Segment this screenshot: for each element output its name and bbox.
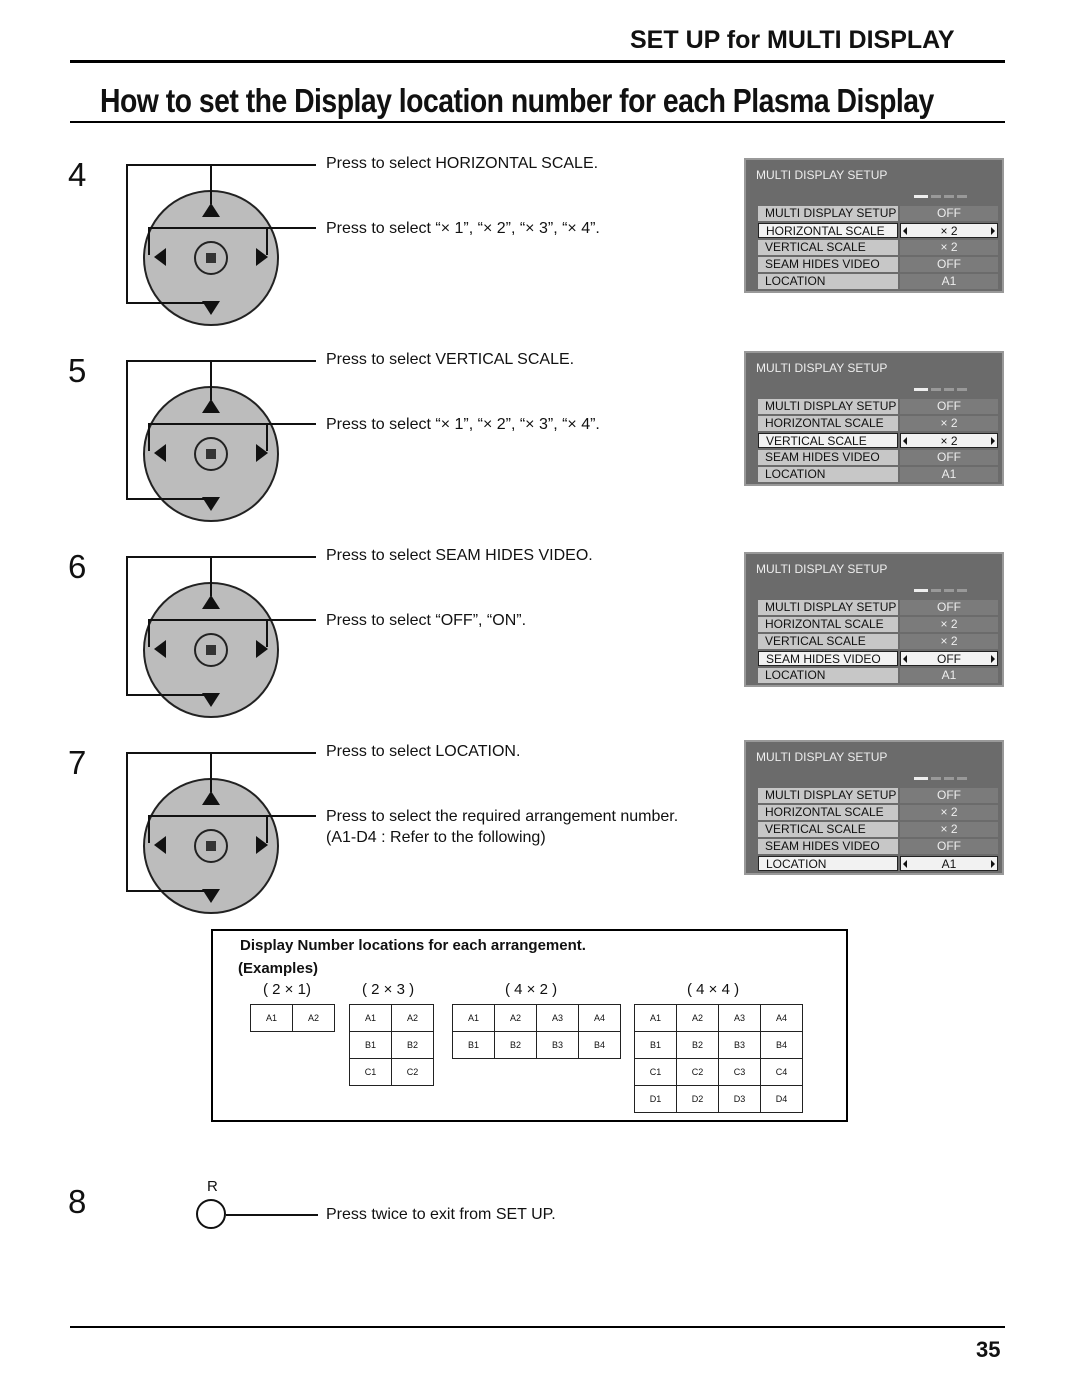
right-arrow-icon [991,437,995,445]
leader-line [148,423,316,425]
instruction-text: Press to select VERTICAL SCALE. [326,351,575,368]
leader-line [126,752,316,754]
up-arrow-icon [202,399,220,413]
table-row: D1 D2 D3 D4 [635,1086,803,1113]
left-arrow-icon [903,860,907,868]
up-arrow-icon [202,203,220,217]
location-grid-4x4 [634,1004,803,1113]
leader-line [266,423,268,451]
osd-position-indicator [914,388,969,392]
table-row: A1 A2 [350,1005,434,1032]
leader-line [210,360,212,400]
grid-label: ( 4 × 4 ) [687,981,740,998]
table-row: C1 C2 C3 C4 [635,1059,803,1086]
table-row: A1 A2 A3 A4 [635,1005,803,1032]
leader-line [210,752,212,792]
step-number: 8 [68,1183,87,1220]
page-number: 35 [976,1337,1001,1362]
left-arrow-icon [903,437,907,445]
instruction-text: Press to select “× 1”, “× 2”, “× 3”, “× 4”. [326,416,600,433]
leader-line [148,619,150,647]
table-row: B1 B2 B3 B4 [635,1032,803,1059]
leader-line [148,815,150,843]
square-icon [206,645,216,655]
osd-menu: MULTI DISPLAY SETUP MULTI DISPLAY SETUP OFF HORIZONTAL SCALE × 2 VERTICAL SCALE × 2 SEAM HIDES VIDEO OFF LOCATION A1 [744,158,1004,293]
step-number: 6 [68,548,87,585]
grid-label: ( 4 × 2 ) [505,981,558,998]
osd-menu: MULTI DISPLAY SETUP MULTI DISPLAY SETUP OFF HORIZONTAL SCALE × 2 VERTICAL SCALE × 2 SEAM HIDES VIDEO OFF LOCATION A1 [744,740,1004,875]
leader-line [126,360,128,500]
table-row: A1 A2 A3 A4 [453,1005,621,1032]
up-arrow-icon [202,791,220,805]
right-arrow-icon [991,655,995,663]
leader-line [148,423,150,451]
step-number: 4 [68,156,87,193]
leader-line [148,227,150,255]
header-rule [70,60,1005,63]
remote-diagram [126,748,416,908]
leader-line [148,619,316,621]
leader-line [126,556,316,558]
right-arrow-icon [991,227,995,235]
square-icon [206,253,216,263]
grid-label: ( 2 × 1) [263,981,311,998]
osd-position-indicator [914,195,969,199]
step-number: 5 [68,352,87,389]
osd-menu: MULTI DISPLAY SETUP MULTI DISPLAY SETUP OFF HORIZONTAL SCALE × 2 VERTICAL SCALE × 2 SEAM HIDES VIDEO OFF LOCATION A1 [744,552,1004,687]
osd-position-indicator [914,777,969,781]
leader-line [266,619,268,647]
examples-box [211,929,848,1122]
leader-line [210,556,212,596]
leader-line [126,498,206,500]
leader-line [126,890,206,892]
remote-diagram [126,356,416,516]
instruction-text: Press to select “OFF”, “ON”. [326,612,527,629]
square-icon [206,841,216,851]
table-row: B1 B2 [350,1032,434,1059]
grid-label: ( 2 × 3 ) [362,981,415,998]
instruction-text: Press to select the required arrangement number. [326,808,679,825]
leader-line [210,164,212,204]
leader-line [126,302,206,304]
remote-diagram [126,160,416,320]
osd-title: MULTI DISPLAY SETUP [756,168,888,182]
leader-line [148,815,316,817]
leader-line [126,164,128,304]
r-button-icon [196,1199,226,1229]
instruction-text: Press to select LOCATION. [326,743,521,760]
location-grid-2x1 [250,1004,335,1032]
r-button-label: R [207,1178,218,1195]
leader-line [226,1214,318,1216]
table-row: A1 A2 [251,1005,335,1032]
left-arrow-icon [903,655,907,663]
left-arrow-icon [154,836,166,854]
leader-line [126,164,316,166]
instruction-text: Press twice to exit from SET UP. [326,1206,556,1223]
location-grid-2x3 [349,1004,434,1086]
remote-diagram [126,552,416,712]
left-arrow-icon [154,640,166,658]
step-number: 7 [68,744,87,781]
right-arrow-icon [991,860,995,868]
footer-rule [70,1326,1005,1328]
square-icon [206,449,216,459]
examples-subtitle: (Examples) [238,960,319,977]
left-arrow-icon [154,444,166,462]
up-arrow-icon [202,595,220,609]
instruction-text: Press to select “× 1”, “× 2”, “× 3”, “× 4”. [326,220,600,237]
left-arrow-icon [903,227,907,235]
leader-line [148,227,316,229]
title-rule [70,121,1005,123]
leader-line [126,360,316,362]
instruction-text: (A1-D4 : Refer to the following) [326,829,546,846]
instruction-text: Press to select HORIZONTAL SCALE. [326,155,599,172]
osd-title: MULTI DISPLAY SETUP [756,562,888,576]
section-header: SET UP for MULTI DISPLAY [630,26,955,54]
left-arrow-icon [154,248,166,266]
leader-line [126,752,128,892]
leader-line [126,556,128,696]
leader-line [126,694,206,696]
location-grid-4x2 [452,1004,621,1059]
leader-line [266,815,268,843]
osd-title: MULTI DISPLAY SETUP [756,361,888,375]
table-row: B1 B2 B3 B4 [453,1032,621,1059]
osd-position-indicator [914,589,969,593]
instruction-text: Press to select SEAM HIDES VIDEO. [326,547,593,564]
page-title: How to set the Display location number for each Plasma Display [100,82,934,119]
osd-menu: MULTI DISPLAY SETUP MULTI DISPLAY SETUP OFF HORIZONTAL SCALE × 2 VERTICAL SCALE × 2 SEAM HIDES VIDEO OFF LOCATION A1 [744,351,1004,486]
leader-line [266,227,268,255]
table-row: C1 C2 [350,1059,434,1086]
examples-title: Display Number locations for each arrangement. [240,937,586,954]
osd-title: MULTI DISPLAY SETUP [756,750,888,764]
